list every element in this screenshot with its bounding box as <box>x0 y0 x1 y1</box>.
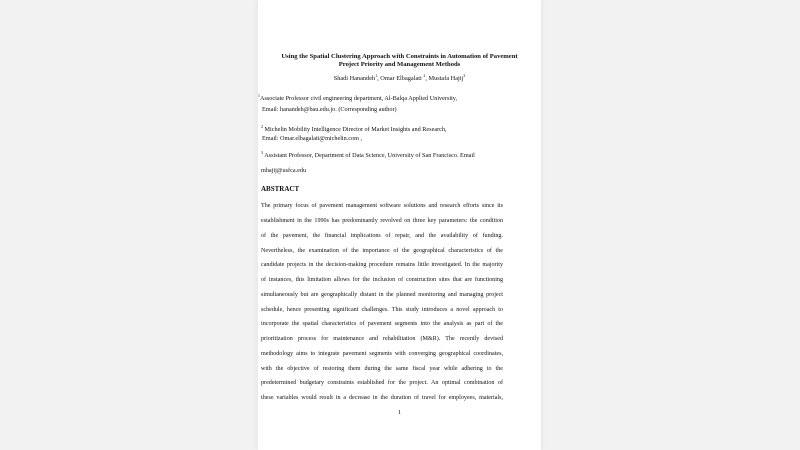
abstract-line: schedule, hence presenting significant challenges. This study introduces a novel approach to <box>261 307 503 313</box>
author-3: , Mustafa Hajij <box>425 75 464 82</box>
affiliation-2-email: Email: Omar.elbagalati@michelin.com , <box>262 135 363 142</box>
author-1: Shadi Hanandeh <box>333 75 376 82</box>
abstract-line: incorporate the spatial characteristics of pavement segments into the analysis as part of the <box>261 321 503 327</box>
author-3-sup: 3 <box>463 72 466 78</box>
author-1-sup: 1 <box>375 72 378 78</box>
abstract-line: of the pavement, the financial implications of repair, and the availability of funding. <box>261 233 503 239</box>
abstract-line: candidate projects in the decision-making procedure remains little investigated. In the majority <box>261 262 503 268</box>
affiliation-3-line-1: Assistant Professor, Department of Data Science, University of San Francisco. Email <box>264 152 475 159</box>
affiliation-1-email: Email: hanandeh@bau.edu.jo. (Corresponding author) <box>262 106 397 113</box>
abstract-line: methodology aims to integrate pavement segments with converging geographical coordinates, <box>261 351 503 357</box>
title-line-2: Project Priority and Management Methods <box>338 61 461 68</box>
page-number: 1 <box>397 409 402 416</box>
abstract-line: predetermined budgetary constraints established for the project. An optimal combination of <box>261 380 503 386</box>
author-2: , Omar Elbagalati <box>377 75 422 82</box>
affiliation-1-line-1: Associate Professor civil engineering department, Al-Balqa Applied University, <box>260 95 458 102</box>
abstract-line: simultaneously but are geographically distant in the planned monitoring and managing project <box>261 292 503 298</box>
affiliation-1 <box>258 92 458 102</box>
document-page <box>258 0 541 450</box>
affiliation-2 <box>261 123 447 133</box>
abstract-heading: ABSTRACT <box>261 185 300 193</box>
affiliation-1-sup: 1 <box>258 92 260 98</box>
abstract-line: establishment in the 1990s has predominantly revolved on three key parameters: the condition <box>261 218 503 224</box>
affiliation-3 <box>261 149 475 159</box>
affiliation-2-sup: 2 <box>261 123 263 129</box>
abstract-line: of instances, this limitation allows for the inclusion of construction sites that are functioning <box>261 277 503 283</box>
abstract-line: with the objective of restoring them during the same fiscal year while adhering to the <box>261 366 503 372</box>
abstract-line: Nevertheless, the examination of the importance of the geographical characteristics of the <box>261 248 503 254</box>
affiliation-3-sup: 3 <box>261 149 263 155</box>
abstract-line: these variables would result in a decrease in the duration of travel for employees, materials, <box>261 395 503 401</box>
affiliation-3-email: mhajij@usfca.edu <box>261 167 307 174</box>
author-2-sup: 2 <box>423 72 426 78</box>
abstract-line: The primary focus of pavement management software solutions and research efforts since its <box>261 203 503 209</box>
author-list <box>258 72 541 82</box>
paper-title <box>258 53 541 69</box>
abstract-line: prioritization process for maintenance and rehabilitation (M&R). The recently devised <box>261 336 503 342</box>
affiliation-2-line-1: Michelin Mobility Intelligence Director of Market Insights and Research, <box>264 126 447 133</box>
title-line-1: Using the Spatial Clustering Approach with Constraints in Automation of Pavement <box>281 53 518 60</box>
